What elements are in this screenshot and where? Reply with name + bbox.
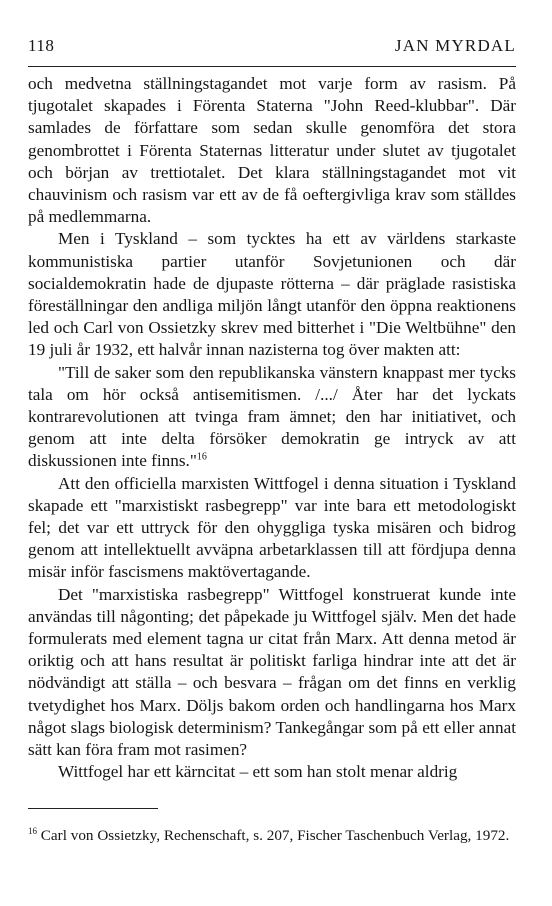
running-head-author: JAN MYRDAL	[394, 36, 516, 55]
page-number: 118	[28, 36, 55, 55]
footnote-divider	[28, 808, 158, 809]
paragraph-2: Men i Tyskland – som tycktes ha ett av världens starkaste kommunistiska partier utanför Sovjetunionen och där socialdemokratin hade de djupaste rötterna – där präglade rasistiska föreställningar den andliga miljön långt utanför den öppna reaktionens led och Carl von Ossietzky skrev med bitterhet i "Die Weltbühne" den 19 juli år 1932, ett halvår innan nazisterna tog över makten att:	[28, 229, 516, 360]
paragraph-3: Att den officiella marxisten Wittfogel i denna situation i Tyskland skapade ett "marxistiskt rasbegrepp" var inte bara ett metodologiskt fel; det var ett uttryck för den ohyggliga tyska misären och bidrog genom att intellektuellt avväpna arbetarklassen till att fördjupa denna misär inför fascismens maktövertagande.	[28, 473, 516, 582]
footnote	[28, 825, 516, 846]
body-text	[28, 73, 516, 784]
paragraph-4: Det "marxistiska rasbegrepp" Wittfogel konstruerat kunde inte användas till någonting; det påpekade ju Wittfogel själv. Men det hade formulerats med element tagna ur citat från Marx. Att denna metod är oriktig och att hans resultat är politiskt farliga hindrar inte att det är nödvändigt att ställa – och besvara – frågan om det finns en verklig tvetydighet hos Marx. Döljs bakom orden och handlingarna hos Marx något slags biologisk determinism? Tankegångar som på ett eller annat sätt kan föra fram mot rasimen?	[28, 584, 516, 760]
paragraph-5: Wittfogel har ett kärncitat – ett som han stolt menar aldrig	[58, 762, 458, 782]
footnote-text: Carl von Ossietzky, Rechenschaft, s. 207, Fischer Taschenbuch Verlag, 1972.	[40, 827, 510, 844]
footnote-reference: 16	[196, 451, 207, 463]
footnote-number: 16	[28, 825, 37, 836]
page-header	[28, 36, 516, 67]
block-quote: "Till de saker som den republikanska vänstern knappast mer tycks tala om hör också antisemitismen. /.../ Åter har det lyckats kontrarevolutionen att tvinga fram ämnet; den har initiativet, och genom att inte delta försöker demokratin ge intryck av att diskussionen inte finns."$^{16}$	[28, 362, 516, 471]
paragraph-1: och medvetna ställningstagandet mot varje form av rasism. På tjugotalet skapades i Förenta Staterna "John Reed-klubbar". Där samlades de författare som sedan skulle genomföra det stora genombrottet i Förenta Staternas litteratur under slutet av tjugotalet och början av trettiotalet. Det klara ställningstagandet mot vit chauvinism och rasism var ett av de få oeftergivliga krav som ställdes på medlemmarna.	[28, 74, 516, 227]
